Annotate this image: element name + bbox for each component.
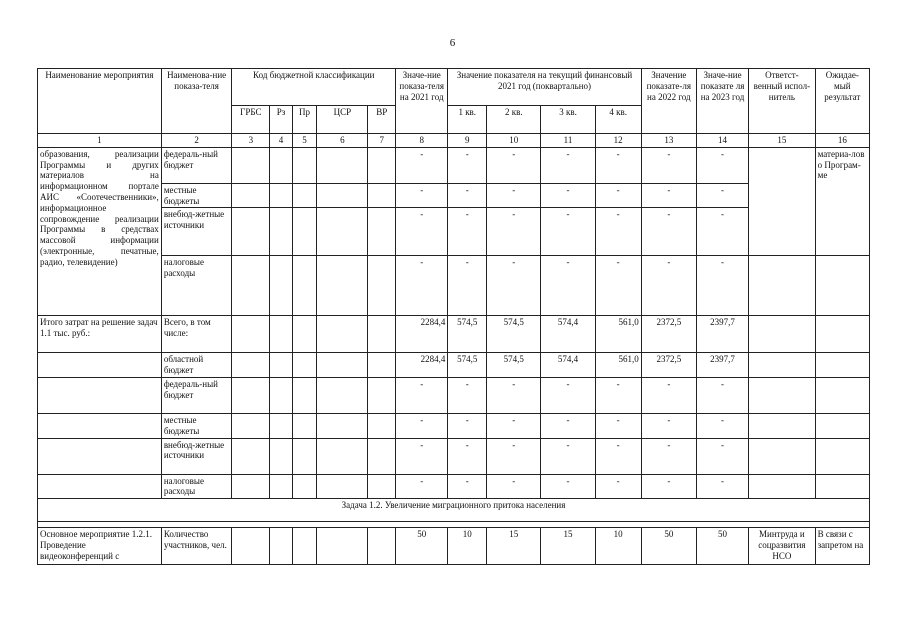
cell-value: 2284,4: [396, 353, 448, 378]
header-q2: 2 кв.: [487, 106, 541, 134]
col-number: 15: [749, 134, 816, 148]
cell-value: -: [487, 147, 541, 183]
expected-result: В связи с запретом на: [815, 528, 869, 565]
column-numbers-row: [38, 134, 870, 148]
cell-value: 2397,7: [696, 353, 748, 378]
col-number: 1: [38, 134, 162, 148]
cell-value: -: [396, 377, 448, 413]
header-vr: ВР: [368, 106, 396, 134]
task-row: [38, 499, 870, 522]
cell-value: 2372,5: [641, 316, 696, 353]
cell-value: 10: [448, 528, 487, 565]
col-number: 10: [487, 134, 541, 148]
indicator-name: налоговые расходы: [161, 474, 232, 499]
cell-value: 50: [396, 528, 448, 565]
cell-value: -: [448, 377, 487, 413]
header-activity: Наименование мероприятия: [38, 69, 162, 134]
cell-value: 50: [641, 528, 696, 565]
cell-value: -: [595, 147, 641, 183]
header-current-year: Значение показателя на текущий финансовый 2021 год (поквартально): [448, 69, 641, 106]
indicator-name: Всего, в том числе:: [161, 316, 232, 353]
cell-value: -: [641, 413, 696, 438]
cell-value: -: [541, 377, 595, 413]
cell-value: -: [641, 438, 696, 474]
header-rz: Рз: [270, 106, 293, 134]
header-budget-code: Код бюджетной классификации: [232, 69, 396, 106]
cell-value: -: [487, 183, 541, 208]
cell-value: 50: [696, 528, 748, 565]
header-indicator: Наименова-ние показа-теля: [161, 69, 232, 134]
header-value-2022: Значение показате-ля на 2022 год: [641, 69, 696, 134]
cell-value: -: [696, 147, 748, 183]
indicator-name: местные бюджеты: [161, 413, 232, 438]
page-number: 6: [449, 37, 456, 49]
cell-value: -: [595, 183, 641, 208]
header-value-2023: Значе-ние показате ля на 2023 год: [696, 69, 748, 134]
cell-value: 15: [541, 528, 595, 565]
cell-value: -: [396, 413, 448, 438]
cell-value: -: [696, 438, 748, 474]
cell-value: 574,5: [448, 316, 487, 353]
table-row: [38, 256, 870, 316]
cell-value: -: [396, 208, 448, 256]
table-row: [38, 474, 870, 499]
task-title: Задача 1.2. Увеличение миграционного притока населения: [38, 499, 870, 522]
cell-value: 574,4: [541, 353, 595, 378]
col-number: 4: [270, 134, 293, 148]
header-responsible: Ответст-венный испол-нитель: [749, 69, 816, 134]
cell-value: 574,5: [487, 353, 541, 378]
cell-value: -: [396, 183, 448, 208]
header-value-2021: Значе-ние показа-теля на 2021 год: [396, 69, 448, 134]
indicator-name: внебюд-жетные источники: [161, 438, 232, 474]
col-number: 9: [448, 134, 487, 148]
activity-text: Итого затрат на решение задач 1.1 тыс. руб.:: [38, 316, 162, 353]
cell-value: 2284,4: [396, 316, 448, 353]
col-number: 3: [232, 134, 270, 148]
cell-value: -: [641, 377, 696, 413]
col-number: 16: [815, 134, 869, 148]
cell-value: 15: [487, 528, 541, 565]
activity-text: образования, реализации Программы и других материалов на информационном портале АИС «Соотечественники», информационное сопровождение реализации Программы в средствах массовой информации (электронные, печатные, радио, телевидение): [38, 147, 162, 316]
cell-value: -: [641, 208, 696, 256]
responsible-text: Минтруда и соцразвития НСО: [749, 528, 816, 565]
cell-value: -: [487, 377, 541, 413]
header-q1: 1 кв.: [448, 106, 487, 134]
budget-table: [37, 68, 870, 565]
cell-value: -: [595, 474, 641, 499]
cell-value: -: [696, 256, 748, 316]
table-row: [38, 183, 870, 208]
cell-value: -: [541, 208, 595, 256]
cell-value: -: [595, 208, 641, 256]
cell-value: -: [595, 377, 641, 413]
cell-value: -: [641, 256, 696, 316]
cell-value: -: [696, 183, 748, 208]
cell-value: -: [696, 413, 748, 438]
indicator-name: налоговые расходы: [161, 256, 232, 316]
cell-value: -: [595, 256, 641, 316]
cell-value: -: [448, 208, 487, 256]
expected-result: материа-лов о Програм-ме: [815, 147, 869, 256]
cell-value: -: [541, 183, 595, 208]
cell-value: -: [448, 474, 487, 499]
cell-value: 574,4: [541, 316, 595, 353]
activity-text: Основное мероприятие 1.2.1. Проведение видеоконференций с: [38, 528, 162, 565]
header-pr: Пр: [292, 106, 317, 134]
cell-value: -: [641, 183, 696, 208]
col-number: 8: [396, 134, 448, 148]
header-csr: ЦСР: [317, 106, 368, 134]
cell-value: -: [396, 147, 448, 183]
col-number: 7: [368, 134, 396, 148]
cell-value: 574,5: [448, 353, 487, 378]
cell-value: -: [641, 474, 696, 499]
table-row: [38, 147, 870, 183]
cell-value: -: [541, 474, 595, 499]
cell-value: -: [487, 413, 541, 438]
cell-value: -: [541, 413, 595, 438]
cell-value: -: [396, 438, 448, 474]
cell-value: 561,0: [595, 316, 641, 353]
cell-value: -: [541, 438, 595, 474]
cell-value: -: [696, 474, 748, 499]
cell-value: -: [487, 438, 541, 474]
col-number: 14: [696, 134, 748, 148]
cell-value: -: [595, 438, 641, 474]
table-row: [38, 528, 870, 565]
cell-value: -: [696, 377, 748, 413]
cell-value: 10: [595, 528, 641, 565]
indicator-name: Количество участников, чел.: [161, 528, 232, 565]
cell-value: 561,0: [595, 353, 641, 378]
cell-value: -: [448, 147, 487, 183]
cell-value: -: [448, 438, 487, 474]
cell-value: -: [541, 147, 595, 183]
col-number: 5: [292, 134, 317, 148]
indicator-name: внебюд-жетные источники: [161, 208, 232, 256]
cell-value: -: [696, 208, 748, 256]
cell-value: -: [641, 147, 696, 183]
header-q3: 3 кв.: [541, 106, 595, 134]
cell-value: -: [541, 256, 595, 316]
header-result: Ожидае-мый результат: [815, 69, 869, 134]
header-grbs: ГРБС: [232, 106, 270, 134]
col-number: 13: [641, 134, 696, 148]
cell-value: -: [487, 208, 541, 256]
cell-value: -: [487, 256, 541, 316]
cell-value: 2372,5: [641, 353, 696, 378]
indicator-name: местные бюджеты: [161, 183, 232, 208]
table-row: [38, 413, 870, 438]
col-number: 12: [595, 134, 641, 148]
header-q4: 4 кв.: [595, 106, 641, 134]
cell-value: 2397,7: [696, 316, 748, 353]
indicator-name: федераль-ный бюджет: [161, 377, 232, 413]
table-row: [38, 353, 870, 378]
cell-value: -: [595, 413, 641, 438]
indicator-name: федераль-ный бюджет: [161, 147, 232, 183]
table-row: [38, 208, 870, 256]
cell-value: 574,5: [487, 316, 541, 353]
col-number: 11: [541, 134, 595, 148]
col-number: 2: [161, 134, 232, 148]
cell-value: -: [487, 474, 541, 499]
table-row: [38, 377, 870, 413]
cell-value: -: [448, 413, 487, 438]
cell-value: -: [396, 474, 448, 499]
col-number: 6: [317, 134, 368, 148]
cell-value: -: [396, 256, 448, 316]
table-row: [38, 438, 870, 474]
indicator-name: областной бюджет: [161, 353, 232, 378]
cell-value: -: [448, 256, 487, 316]
cell-value: -: [448, 183, 487, 208]
table-row: [38, 316, 870, 353]
